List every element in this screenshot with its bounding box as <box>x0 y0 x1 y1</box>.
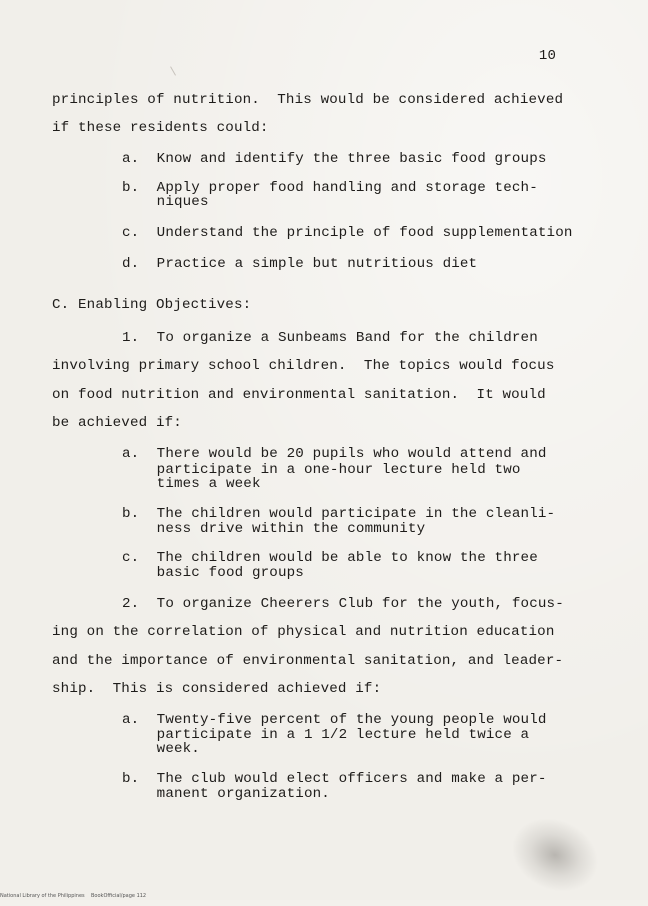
footer-text: National Library of the Philippines BookOfficial/page 112 <box>0 893 147 899</box>
list-item: b. The children would participate in the cleanli- <box>122 506 556 522</box>
text-line: be achieved if: <box>52 415 182 431</box>
list-item: b. The club would elect officers and make a per- <box>122 771 547 787</box>
text-line: involving primary school children. The topics would focus <box>52 358 555 374</box>
list-item: a. There would be 20 pupils who would attend and <box>122 446 547 462</box>
text-line: and the importance of environmental sanitation, and leader- <box>52 653 564 669</box>
text-line: ing on the correlation of physical and nutrition education <box>52 624 555 640</box>
list-item: basic food groups <box>122 565 304 581</box>
list-item: a. Twenty-five percent of the young people would <box>122 712 547 728</box>
paper-mark <box>170 62 183 75</box>
text-line: on food nutrition and environmental sanitation. It would <box>52 387 546 403</box>
text-line: if these residents could: <box>52 120 269 136</box>
list-item: c. The children would be able to know the three <box>122 550 538 566</box>
list-item: niques <box>122 194 209 210</box>
list-item: manent organization. <box>122 786 330 802</box>
text-line: principles of nutrition. This would be considered achieved <box>52 92 564 108</box>
section-heading: C. Enabling Objectives: <box>52 297 252 313</box>
list-item: participate in a one-hour lecture held two <box>122 462 521 478</box>
list-item: b. Apply proper food handling and storage tech- <box>122 180 538 196</box>
text-line: ship. This is considered achieved if: <box>52 681 382 697</box>
text-line: 2. To organize Cheerers Club for the youth, focus- <box>122 596 564 612</box>
list-item: c. Understand the principle of food supplementation <box>122 225 573 241</box>
ink-smudge <box>499 804 610 905</box>
list-item: d. Practice a simple but nutritious diet <box>122 256 478 272</box>
list-item: a. Know and identify the three basic food groups <box>122 151 547 167</box>
list-item: ness drive within the community <box>122 521 426 537</box>
page-number: 10 <box>538 48 556 64</box>
text-line: 1. To organize a Sunbeams Band for the children <box>122 330 538 346</box>
list-item: week. <box>122 741 200 757</box>
list-item: participate in a 1 1/2 lecture held twice a <box>122 727 530 743</box>
list-item: times a week <box>122 476 261 492</box>
